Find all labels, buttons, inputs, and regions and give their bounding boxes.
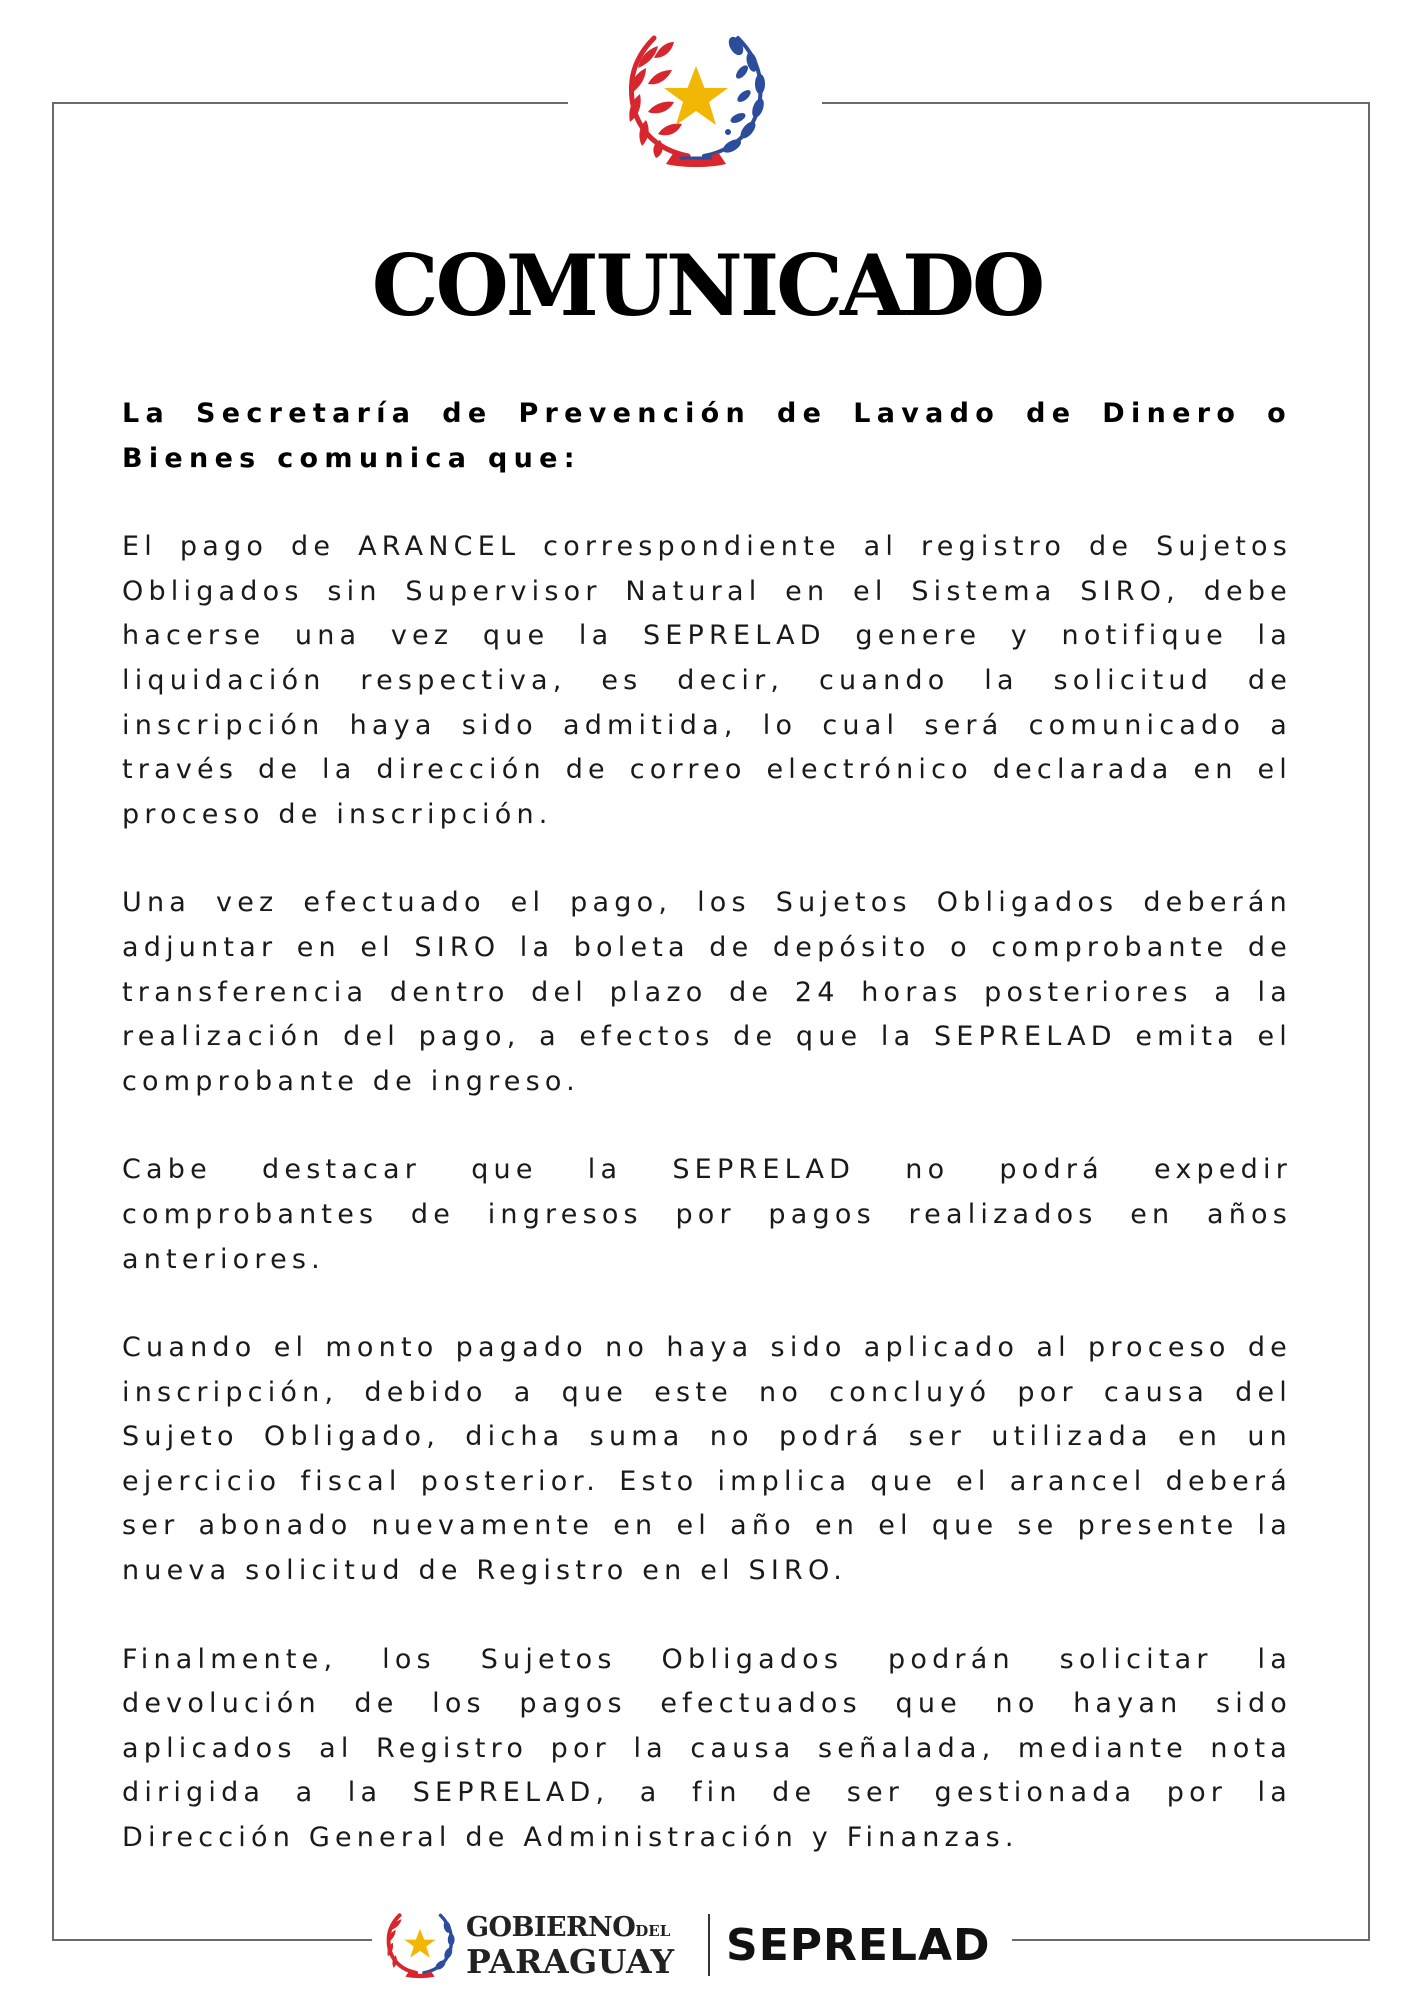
footer-logo — [382, 1906, 1002, 1982]
frame-top-right-line — [822, 102, 1370, 104]
footer-seal-icon — [382, 1910, 458, 1980]
paragraph-comprobantes: Cabe destacar que la SEPRELAD no podrá expedir comprobantes de ingresos por pagos realizados en años anteriores. — [122, 1154, 1292, 1275]
gobierno-del-paraguay-wordmark — [466, 1914, 675, 1979]
page-title: COMUNICADO — [371, 236, 1043, 335]
gov-word-paraguay: PARAGUAY — [466, 1942, 675, 1981]
gov-word-del: DEL — [635, 1922, 671, 1940]
paraguay-seal-icon — [618, 28, 774, 170]
paragraph-monto: Cuando el monto pagado no haya sido aplicado al proceso de inscripción, debido a que este no concluyó por causa del Sujeto Obligado, dicha suma no podrá ser utilizada en un ejercicio fiscal posterior. Esto implica que el arancel deberá ser abonado nuevamente en el año en el que se presente la nueva solicitud de Registro en el SIRO. — [122, 1332, 1292, 1587]
footer-divider — [708, 1914, 710, 1976]
paragraph-arancel: El pago de ARANCEL correspondiente al registro de Sujetos Obligados sin Supervisor Natural en el Sistema SIRO, debe hacerse una vez que la SEPRELAD genere y notifique la liquidación respectiva, es decir, cuando la solicitud de inscripción haya sido admitida, lo cual será comunicado a través de la dirección de correo electrónico declarada en el proceso de inscripción. — [122, 531, 1292, 830]
frame-left-line — [52, 102, 54, 1941]
paragraph-devolucion: Finalmente, los Sujetos Obligados podrán solicitar la devolución de los pagos efectuados que no hayan sido aplicados al Registro por la causa señalada, mediante nota dirigida a la SEPRELAD, a fin de ser gestionada por la Dirección General de Administración y Finanzas. — [122, 1643, 1292, 1854]
gov-word-gobierno: GOBIERNO — [466, 1912, 636, 1943]
frame-bottom-right-line — [1012, 1939, 1370, 1941]
seprelad-wordmark: SEPRELAD — [726, 1920, 991, 1971]
frame-right-line — [1368, 102, 1370, 1941]
paragraph-pago: Una vez efectuado el pago, los Sujetos Obligados deberán adjuntar en el SIRO la boleta de depósito o comprobante de transferencia dentro del plazo de 24 horas posteriores a la realización del pago, a efectos de que la SEPRELAD emita el comprobante de ingreso. — [122, 887, 1292, 1097]
frame-top-left-line — [52, 102, 568, 104]
lead-paragraph: La Secretaría de Prevención de Lavado de Dinero o Bienes comunica que: — [122, 398, 1292, 474]
communique-body — [122, 392, 1292, 1905]
frame-bottom-left-line — [52, 1939, 372, 1941]
